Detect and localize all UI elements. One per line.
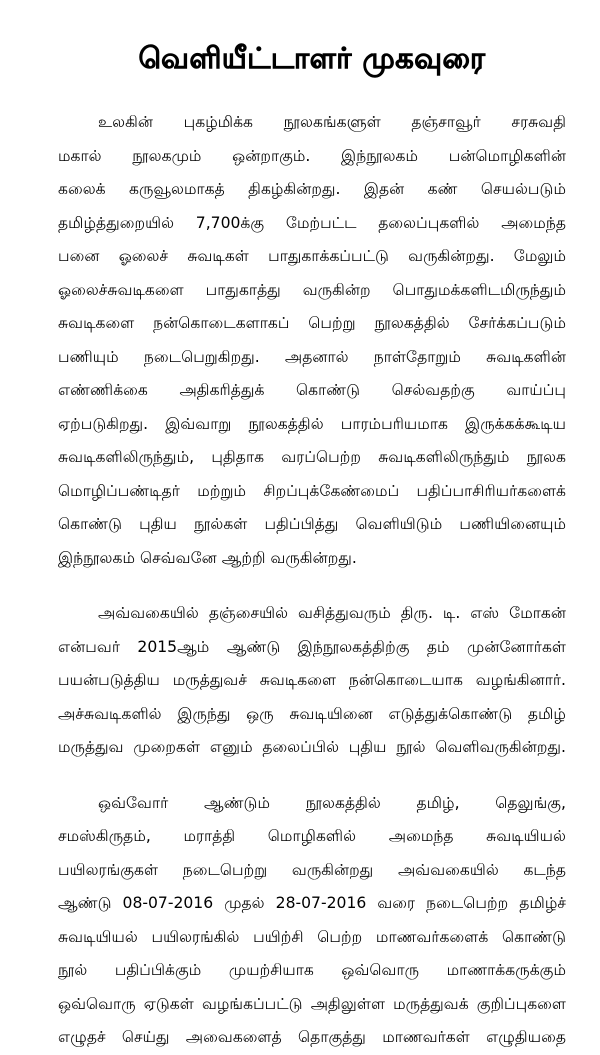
text-line: தமிழ்த்துறையில் 7,700க்கு மேற்பட்ட தலைப்புகளில் அமைந்த bbox=[58, 213, 566, 232]
text-line: இந்நூலகம் செவ்வனே ஆற்றி வருகின்றது. bbox=[58, 548, 357, 567]
text-line: பணியும் நடைபெறுகிறது. அதனால் நாள்தோறும் சுவடிகளின் bbox=[58, 347, 566, 366]
text-line: ஓலைச்சுவடிகளை பாதுகாத்து வருகின்ற பொதுமக்களிடமிருந்தும் bbox=[58, 280, 566, 299]
text-line: சமஸ்கிருதம், மராத்தி மொழிகளில் அமைந்த சுவடியியல் bbox=[58, 827, 566, 845]
text-line: உலகின் புகழ்மிக்க நூலகங்களுள் தஞ்சாவூர் சரசுவதி bbox=[98, 113, 566, 131]
text-line: அச்சுவடிகளில் இருந்து ஒரு சுவடியினை எடுத்துக்கொண்டு தமிழ் bbox=[58, 704, 566, 723]
text-line: பயன்படுத்திய மருத்துவச் சுவடிகளை நன்கொடையாக வழங்கினார். bbox=[58, 671, 566, 689]
paragraph-3 bbox=[58, 787, 566, 1055]
text-line: நூல் பதிப்பிக்கும் முயற்சியாக ஒவ்வொரு மாணாக்கருக்கும் bbox=[58, 961, 566, 979]
text-line: சுவடிகளிலிருந்தும், புதிதாக வரப்பெற்ற சுவடிகளிலிருந்தும் நூலக bbox=[58, 448, 566, 466]
text-line: எழுதச் செய்து அவைகளைத் தொகுத்து மாணவர்கள் எழுதியதை bbox=[58, 1028, 566, 1046]
text-line: ஏற்படுகிறது. இவ்வாறு நூலகத்தில் பாரம்பரியமாக இருக்கக்கூடிய bbox=[58, 414, 566, 433]
text-line: ஒவ்வொரு ஏடுகள் வழங்கப்பட்டு அதிலுள்ள மருத்துவக் குறிப்புகளை bbox=[58, 994, 566, 1013]
text-line: கொண்டு புதிய நூல்கள் பதிப்பித்து வெளியிடும் பணியினையும் bbox=[58, 515, 566, 533]
text-line: சுவடிகளை நன்கொடைகளாகப் பெற்று நூலகத்தில் சேர்க்கப்படும் bbox=[58, 314, 566, 332]
paragraph-2 bbox=[58, 597, 566, 765]
text-line: என்பவர் 2015ஆம் ஆண்டு இந்நூலகத்திற்கு தம் முன்னோர்கள் bbox=[58, 637, 566, 656]
text-line: பனை ஓலைச் சுவடிகள் பாதுகாக்கப்பட்டு வருகின்றது. மேலும் bbox=[58, 247, 566, 265]
text-line: கலைக் கருவூலமாகத் திகழ்கின்றது. இதன் கண் செயல்படும் bbox=[58, 180, 566, 198]
text-line: மருத்துவ முறைகள் எனும் தலைப்பில் புதிய நூல் வெளிவருகின்றது. bbox=[58, 738, 566, 756]
text-line: எண்ணிக்கை அதிகரித்துக் கொண்டு செல்வதற்கு வாய்ப்பு bbox=[58, 381, 566, 399]
paragraph-1 bbox=[58, 106, 566, 575]
text-line: ஆண்டு 08-07-2016 முதல் 28-07-2016 வரை நடைபெற்ற தமிழ்ச் bbox=[58, 894, 566, 912]
text-line: சுவடியியல் பயிலரங்கில் பயிற்சி பெற்ற மாணவர்களைக் கொண்டு bbox=[58, 927, 566, 946]
text-line: அவ்வகையில் தஞ்சையில் வசித்துவரும் திரு. டி. எஸ் மோகன் bbox=[98, 604, 566, 622]
page-title: வெளியீட்டாளர் முகவுரை bbox=[138, 41, 486, 75]
text-line: ஒவ்வோர் ஆண்டும் நூலகத்தில் தமிழ், தெலுங்கு, bbox=[98, 793, 566, 812]
text-line: மகால் நூலகமும் ஒன்றாகும். இந்நூலகம் பன்மொழிகளின் bbox=[58, 146, 566, 165]
text-line: மொழிப்பண்டிதர் மற்றும் சிறப்புக்கேண்மைப் பதிப்பாசிரியர்களைக் bbox=[58, 481, 566, 500]
text-line: பயிலரங்குகள் நடைபெற்று வருகின்றது அவ்வகையில் கடந்த bbox=[58, 860, 566, 879]
